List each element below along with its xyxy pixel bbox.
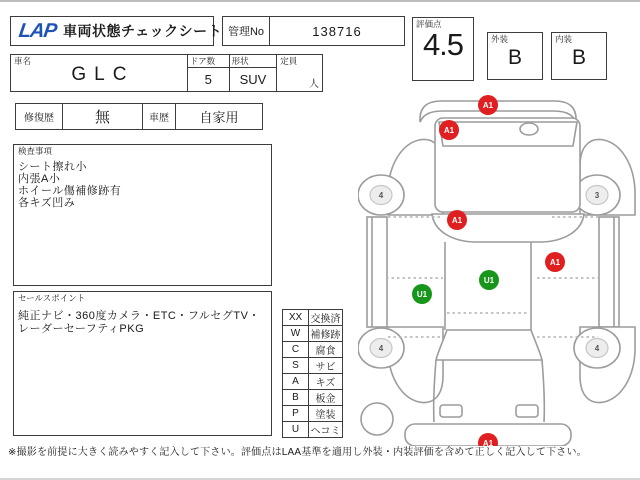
legend-row [283, 374, 343, 390]
inspection-line: シート擦れ小 [18, 161, 87, 174]
headlight-left [440, 405, 462, 417]
inspection-notes-label: 検査事項 [18, 146, 53, 156]
windshield [436, 330, 542, 360]
legend-meaning: 塗装 [309, 406, 343, 422]
svg-text:A1: A1 [443, 125, 455, 135]
legend-meaning: 腐食 [309, 342, 343, 358]
score-label: 評価点 [416, 19, 442, 29]
exterior-grade-value: B [507, 46, 522, 70]
damage-marker-u1 [479, 270, 499, 290]
svg-text:A1: A1 [482, 100, 494, 110]
legend-code: U [283, 422, 309, 438]
footer-note: ※撮影を前提に大きく読みやすく記入して下さい。評価点はLAA基準を適用し外装・内装評価を含めて正しく記入して下さい。 [8, 447, 587, 458]
damage-marker-a1 [545, 252, 565, 272]
legend-meaning: 交換済 [309, 310, 343, 326]
sheet-title-box [10, 16, 223, 46]
svg-text:A1: A1 [482, 438, 494, 446]
sales-points-label: セールスポイント [18, 293, 86, 303]
damage-code-legend [282, 309, 343, 438]
legend-code: B [283, 390, 309, 406]
damage-marker-a1 [478, 95, 498, 115]
inspection-notes-box [13, 144, 272, 286]
spare-circle [361, 403, 393, 435]
exterior-grade-label: 外装 [491, 34, 509, 44]
legend-row [283, 326, 343, 342]
inspection-line: ホイール傷補修跡有 [18, 184, 122, 197]
capacity-unit: 人 [309, 79, 319, 90]
interior-grade-value: B [571, 46, 586, 70]
control-number-value: 138716 [312, 23, 362, 39]
wheel-grade-label: 4 [378, 190, 384, 200]
wheel-grade-label: 3 [594, 190, 600, 200]
score-value: 4.5 [422, 27, 464, 63]
legend-row [283, 310, 343, 326]
legend-row [283, 358, 343, 374]
inspection-line: 内張A小 [18, 173, 61, 186]
inspection-notes-lines [18, 162, 267, 209]
lap-logo: LAP [17, 20, 58, 42]
svg-text:A1: A1 [451, 215, 463, 225]
score-box [412, 17, 474, 81]
legend-row [283, 422, 343, 438]
left-sill [367, 217, 387, 327]
sales-points-box [13, 291, 272, 436]
legend-code: A [283, 374, 309, 390]
svg-text:U1: U1 [483, 275, 495, 285]
capacity-label: 定員 [280, 56, 298, 66]
control-number-label: 管理No [223, 17, 270, 45]
inspection-line: 各キズ凹み [18, 196, 76, 209]
doors-label: ドア数 [188, 55, 229, 68]
interior-grade-label: 内装 [555, 34, 573, 44]
car-history-value: 自家用 [199, 110, 239, 125]
capacity-cell [277, 55, 322, 91]
repair-history-label: 修復歴 [16, 104, 63, 129]
legend-code: C [283, 342, 309, 358]
legend-code: XX [283, 310, 309, 326]
body-shape-value: SUV [239, 72, 267, 87]
svg-text:U1: U1 [416, 289, 428, 299]
exterior-grade-box [487, 32, 543, 80]
legend-meaning: サビ [309, 358, 343, 374]
legend-meaning: ヘコミ [309, 422, 343, 438]
damage-marker-a1 [439, 120, 459, 140]
repair-history-box [15, 103, 263, 130]
legend-code: S [283, 358, 309, 374]
repair-history-value: 無 [63, 104, 143, 129]
legend-meaning: 補修跡 [309, 326, 343, 342]
damage-marker-u1 [412, 284, 432, 304]
legend-meaning: キズ [309, 374, 343, 390]
wheel-grade-label: 4 [378, 343, 384, 353]
sheet-title: 車両状態チェックシート [63, 23, 223, 39]
car-diagram-svg [358, 94, 638, 446]
vehicle-name-label: 車名 [14, 56, 32, 66]
damage-marker-a1 [447, 210, 467, 230]
legend-row [283, 406, 343, 422]
legend-code: P [283, 406, 309, 422]
legend-row [283, 390, 343, 406]
legend-meaning: 板金 [309, 390, 343, 406]
control-number-box [222, 16, 405, 46]
legend-row [283, 342, 343, 358]
body-shape-cell [230, 55, 278, 91]
vehicle-name-value: GLC [71, 64, 135, 85]
car-history-label: 車歴 [143, 104, 176, 129]
right-sill [599, 217, 619, 327]
interior-grade-box [551, 32, 607, 80]
doors-cell [188, 55, 230, 91]
body-shape-label: 形状 [230, 55, 277, 68]
svg-text:A1: A1 [549, 257, 561, 267]
vehicle-info-box [10, 54, 323, 92]
sales-points-text: 純正ナビ・360度カメラ・ETC・フルセグTV・レーダーセーフティPKG [18, 310, 260, 335]
doors-value: 5 [204, 72, 212, 87]
wheel-grade-label: 4 [594, 343, 600, 353]
vehicle-name-cell [11, 55, 188, 91]
headlight-right [516, 405, 538, 417]
legend-code: W [283, 326, 309, 342]
hood-right-edge [542, 360, 544, 422]
